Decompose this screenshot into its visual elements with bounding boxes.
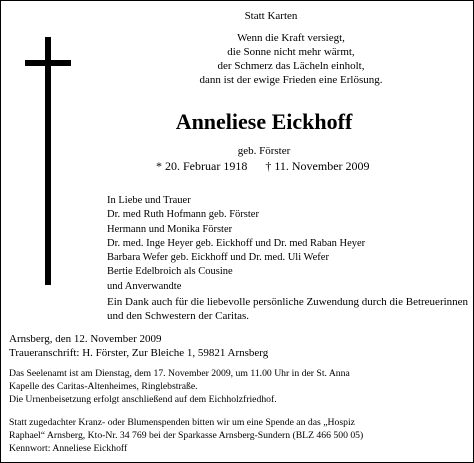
mourners-list — [107, 194, 467, 294]
requiem-line: Die Urnenbeisetzung erfolgt anschließend auf dem Eichholzfriedhof. — [9, 394, 277, 405]
cross-icon — [45, 37, 51, 285]
birth-name: geb. Förster — [237, 145, 291, 157]
donation-info — [9, 416, 467, 455]
header-text: Statt Karten — [244, 10, 298, 22]
death-date: † 11. November 2009 — [265, 159, 370, 173]
requiem-info — [9, 367, 467, 406]
mourner-line: Hermann und Monika Förster — [107, 223, 233, 235]
mourner-line: Dr. med. Inge Heyer geb. Eickhoff und Dr. med Raban Heyer — [107, 237, 366, 249]
birth-date: * 20. Februar 1918 — [156, 159, 248, 173]
deceased-name: Anneliese Eickhoff — [175, 109, 353, 134]
place-date: Arnsberg, den 12. November 2009 — [9, 333, 162, 345]
requiem-line: Kapelle des Caritas-Altenheimes, Ringlebstraße. — [9, 381, 198, 392]
donation-line: Statt zugedachter Kranz- oder Blumenspenden bitten wir um eine Spende an das „Hospiz — [9, 417, 355, 428]
mourning-address: Traueranschrift: H. Förster, Zur Bleiche 1, 59821 Arnsberg — [9, 347, 269, 359]
poem-line: der Schmerz das Lächeln einholt, — [217, 60, 365, 72]
thanks-text: Ein Dank auch für die liebevolle persönliche Zuwendung durch die Betreuerinnen und den Schwestern der Caritas. — [107, 296, 469, 322]
mourner-line: und Anverwandte — [107, 280, 182, 292]
donation-line: Kennwort: Anneliese Eickhoff — [9, 443, 128, 454]
mourner-line: Bertie Edelbroich als Cousine — [107, 266, 233, 278]
requiem-line: Das Seelenamt ist am Dienstag, dem 17. November 2009, um 11.00 Uhr in der St. Anna — [9, 368, 350, 379]
poem — [176, 31, 406, 87]
mourner-line: In Liebe und Trauer — [107, 195, 191, 206]
poem-line: Wenn die Kraft versiegt, — [237, 32, 345, 44]
poem-line: die Sonne nicht mehr wärmt, — [227, 46, 355, 58]
poem-line: dann ist der ewige Frieden eine Erlösung. — [199, 74, 383, 86]
cross-icon-beam — [25, 60, 71, 66]
mourner-line: Barbara Wefer geb. Eickhoff und Dr. med. Uli Wefer — [107, 252, 329, 264]
donation-line: Raphael“ Arnsberg, Kto-Nr. 34 769 bei der Sparkasse Arnsberg-Sundern (BLZ 466 500 05) — [9, 430, 364, 441]
life-dates — [156, 159, 396, 174]
mourner-line: Dr. med Ruth Hofmann geb. Förster — [107, 209, 259, 221]
